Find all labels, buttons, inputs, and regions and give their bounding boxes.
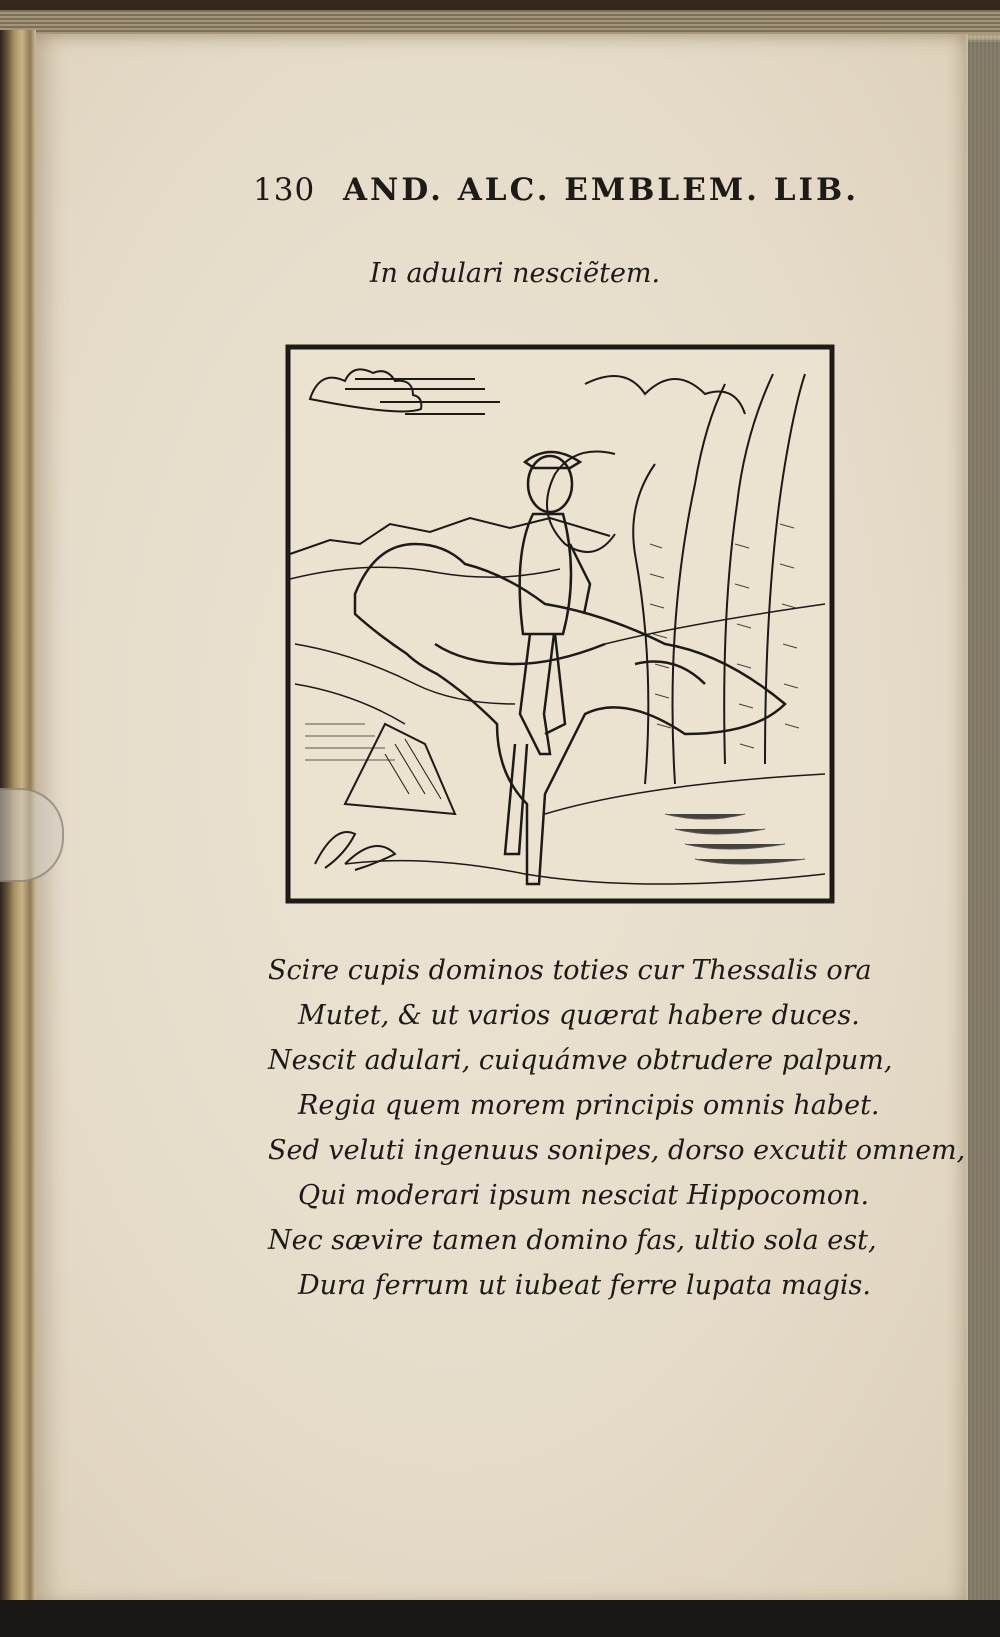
verse-line: Dura ferrum ut iubeat ferre lupata magis.	[298, 1270, 871, 1301]
verse-line: Scire cupis dominos toties cur Thessalis ora	[268, 955, 872, 986]
page-number: 130	[253, 172, 316, 208]
epigram	[268, 948, 966, 1308]
verse-line: Qui moderari ipsum nesciat Hippocomon.	[298, 1180, 870, 1211]
verse-line: Regia quem morem principis omnis habet.	[298, 1090, 880, 1121]
woodcut-illustration	[285, 344, 835, 904]
running-title: AND. ALC. EMBLEM. LIB.	[342, 172, 860, 208]
woodcut-horse-and-man-image	[285, 344, 835, 904]
verse-line: Nescit adulari, cuiquámve obtrudere palpum,	[268, 1045, 893, 1076]
bottom-edge	[0, 1600, 1000, 1637]
emblem-motto: In adulari nesciẽtem.	[369, 258, 661, 289]
verse-line: Mutet, & ut varios quærat habere duces.	[298, 1000, 860, 1031]
verse-line: Nec sævire tamen domino fas, ultio sola est,	[268, 1225, 877, 1256]
running-header	[253, 172, 860, 208]
verse-line: Sed veluti ingenuus sonipes, dorso excutit omnem,	[268, 1135, 966, 1166]
